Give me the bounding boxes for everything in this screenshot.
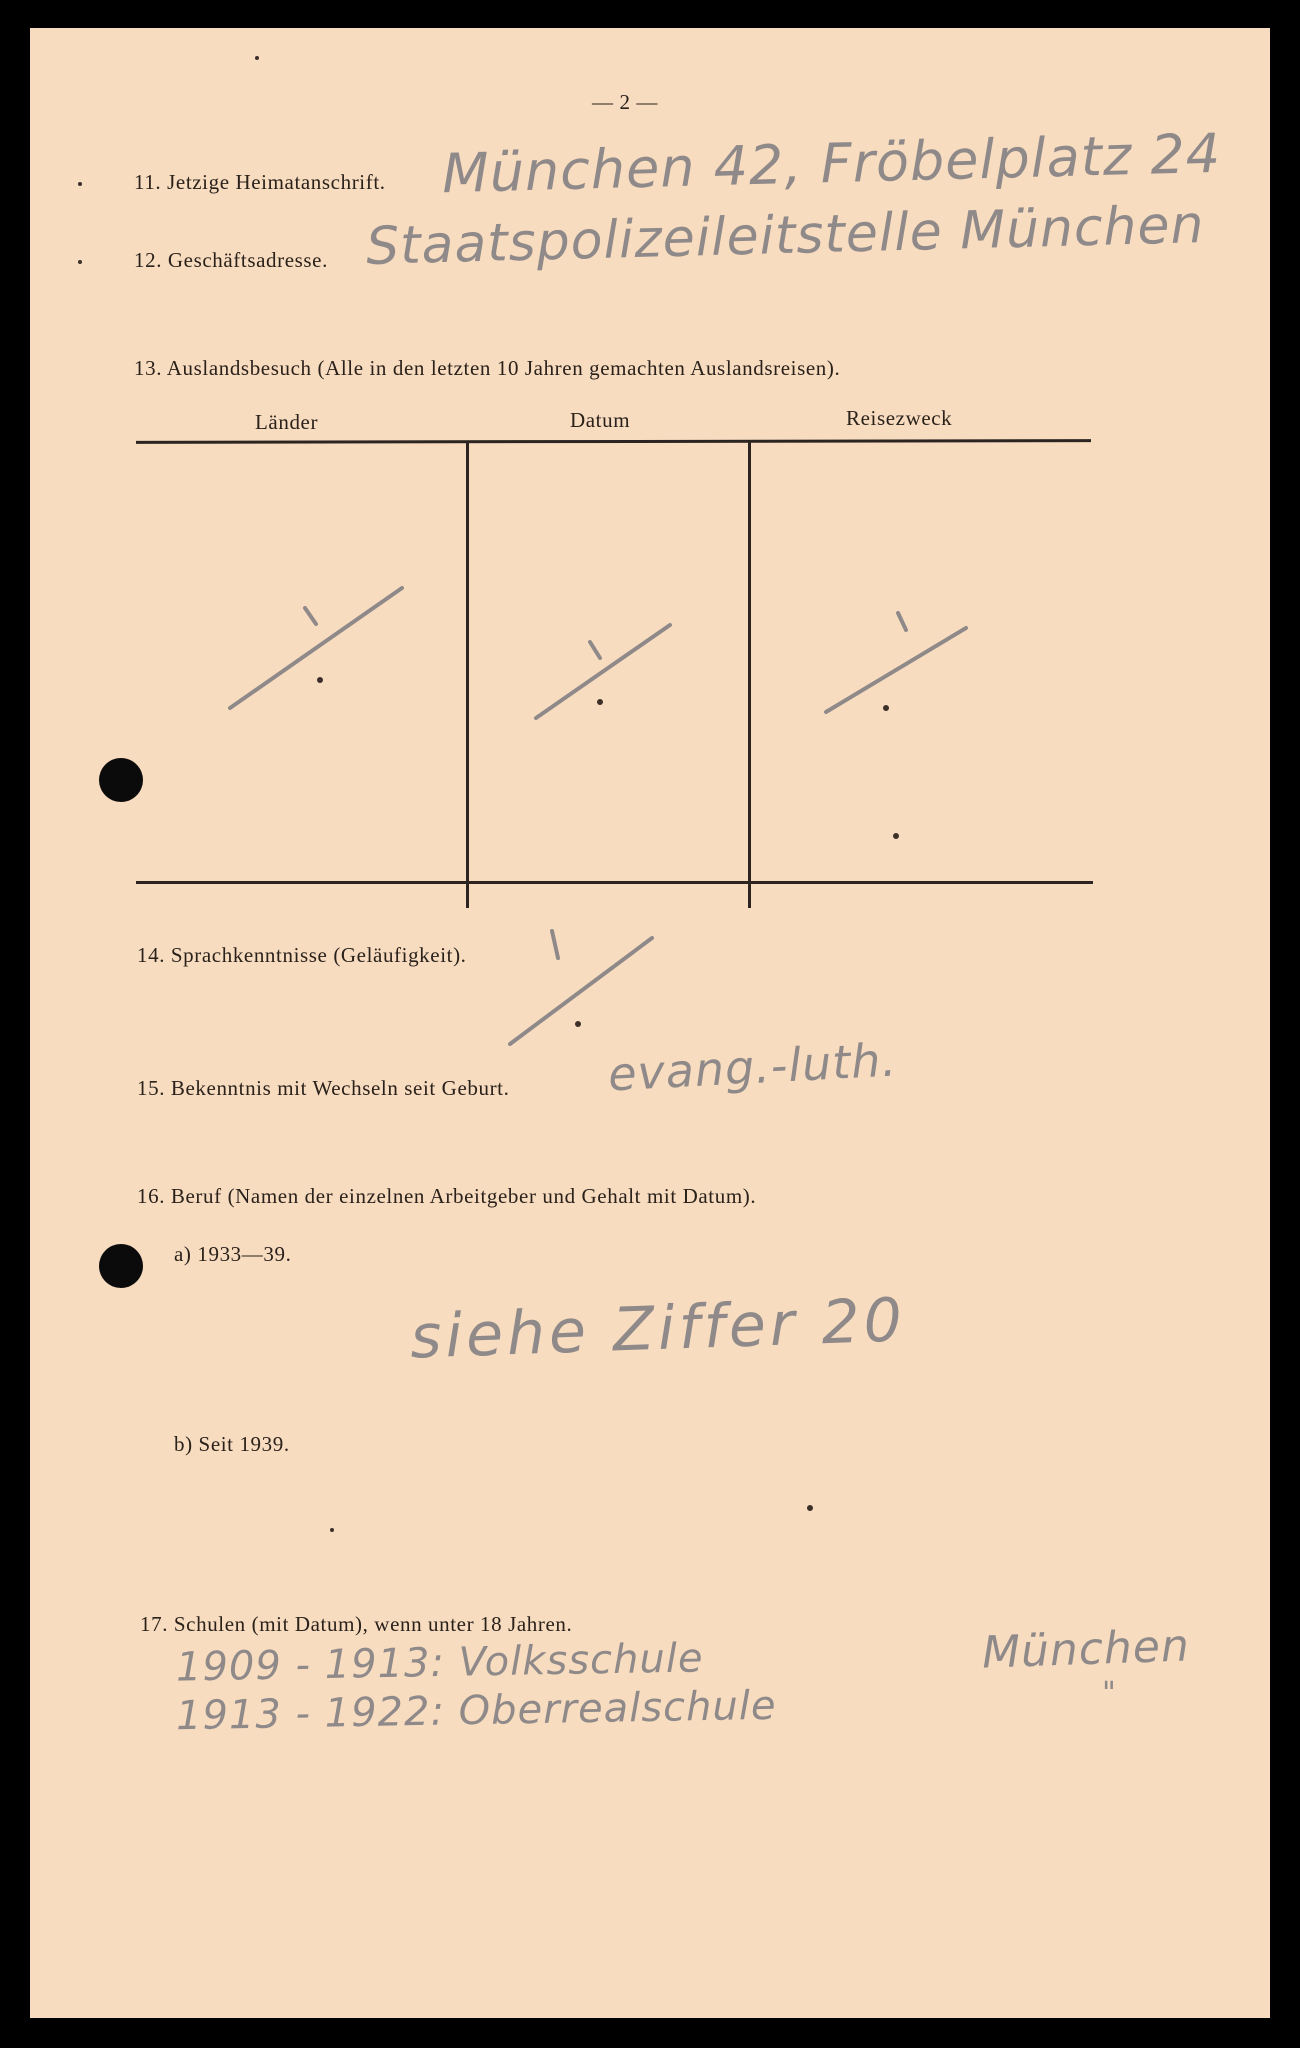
field-11-value: München 42, Fröbelplatz 24 [441, 121, 1222, 206]
dash-stroke-purpose [826, 628, 966, 712]
pencil-dot [575, 1021, 581, 1027]
field-15-value: evang.-luth. [606, 1032, 899, 1102]
field-14-label: 14. Sprachkenntnisse (Geläufigkeit). [137, 943, 467, 967]
pencil-dot [330, 1528, 334, 1532]
document-page [30, 28, 1270, 2018]
field-17-label: 17. Schulen (mit Datum), wenn unter 18 Jahren. [140, 1612, 573, 1636]
pencil-dot [597, 699, 603, 705]
school-place-ditto: " [1102, 1676, 1117, 1711]
field-16-value: siehe Ziffer 20 [408, 1285, 907, 1373]
table-header-countries: Länder [255, 410, 319, 434]
dash-stroke-date-tick [590, 642, 600, 658]
field-12-value: Staatspolizeileitstelle München [365, 195, 1206, 277]
field-16-label: 16. Beruf (Namen der einzelnen Arbeitgeber und Gehalt mit Datum). [137, 1184, 757, 1208]
dash-stroke-purpose-tick [898, 613, 906, 630]
page-number: — 2 — [592, 90, 658, 114]
field-12-label: 12. Geschäftsadresse. [134, 248, 328, 272]
pencil-dot [893, 833, 899, 839]
dash-stroke-countries-tick [305, 608, 316, 624]
pencil-dot [317, 677, 323, 683]
field-15-label: 15. Bekenntnis mit Wechseln seit Geburt. [137, 1076, 510, 1100]
pencil-dot [807, 1505, 813, 1511]
field-11-label: 11. Jetzige Heimatanschrift. [134, 170, 386, 194]
dash-stroke-languages-tick [552, 931, 558, 958]
field-16-a-label: a) 1933—39. [174, 1242, 292, 1266]
dash-stroke-date [536, 625, 670, 718]
table-header-purpose: Reisezweck [846, 406, 953, 430]
school-place: München [981, 1620, 1191, 1679]
field-13-label: 13. Auslandsbesuch (Alle in den letzten 10 Jahren gemachten Auslandsreisen). [134, 356, 841, 380]
school-row-2: 1913 - 1922: Oberrealschule [175, 1682, 777, 1740]
dash-stroke-languages [510, 938, 652, 1044]
pencil-dot [883, 705, 889, 711]
school-row-1: 1909 - 1913: Volksschule [175, 1635, 704, 1691]
dash-stroke-countries [230, 588, 402, 708]
pencil-strokes [30, 28, 1270, 2018]
table-header-date: Datum [570, 408, 631, 432]
field-16-b-label: b) Seit 1939. [174, 1432, 290, 1456]
